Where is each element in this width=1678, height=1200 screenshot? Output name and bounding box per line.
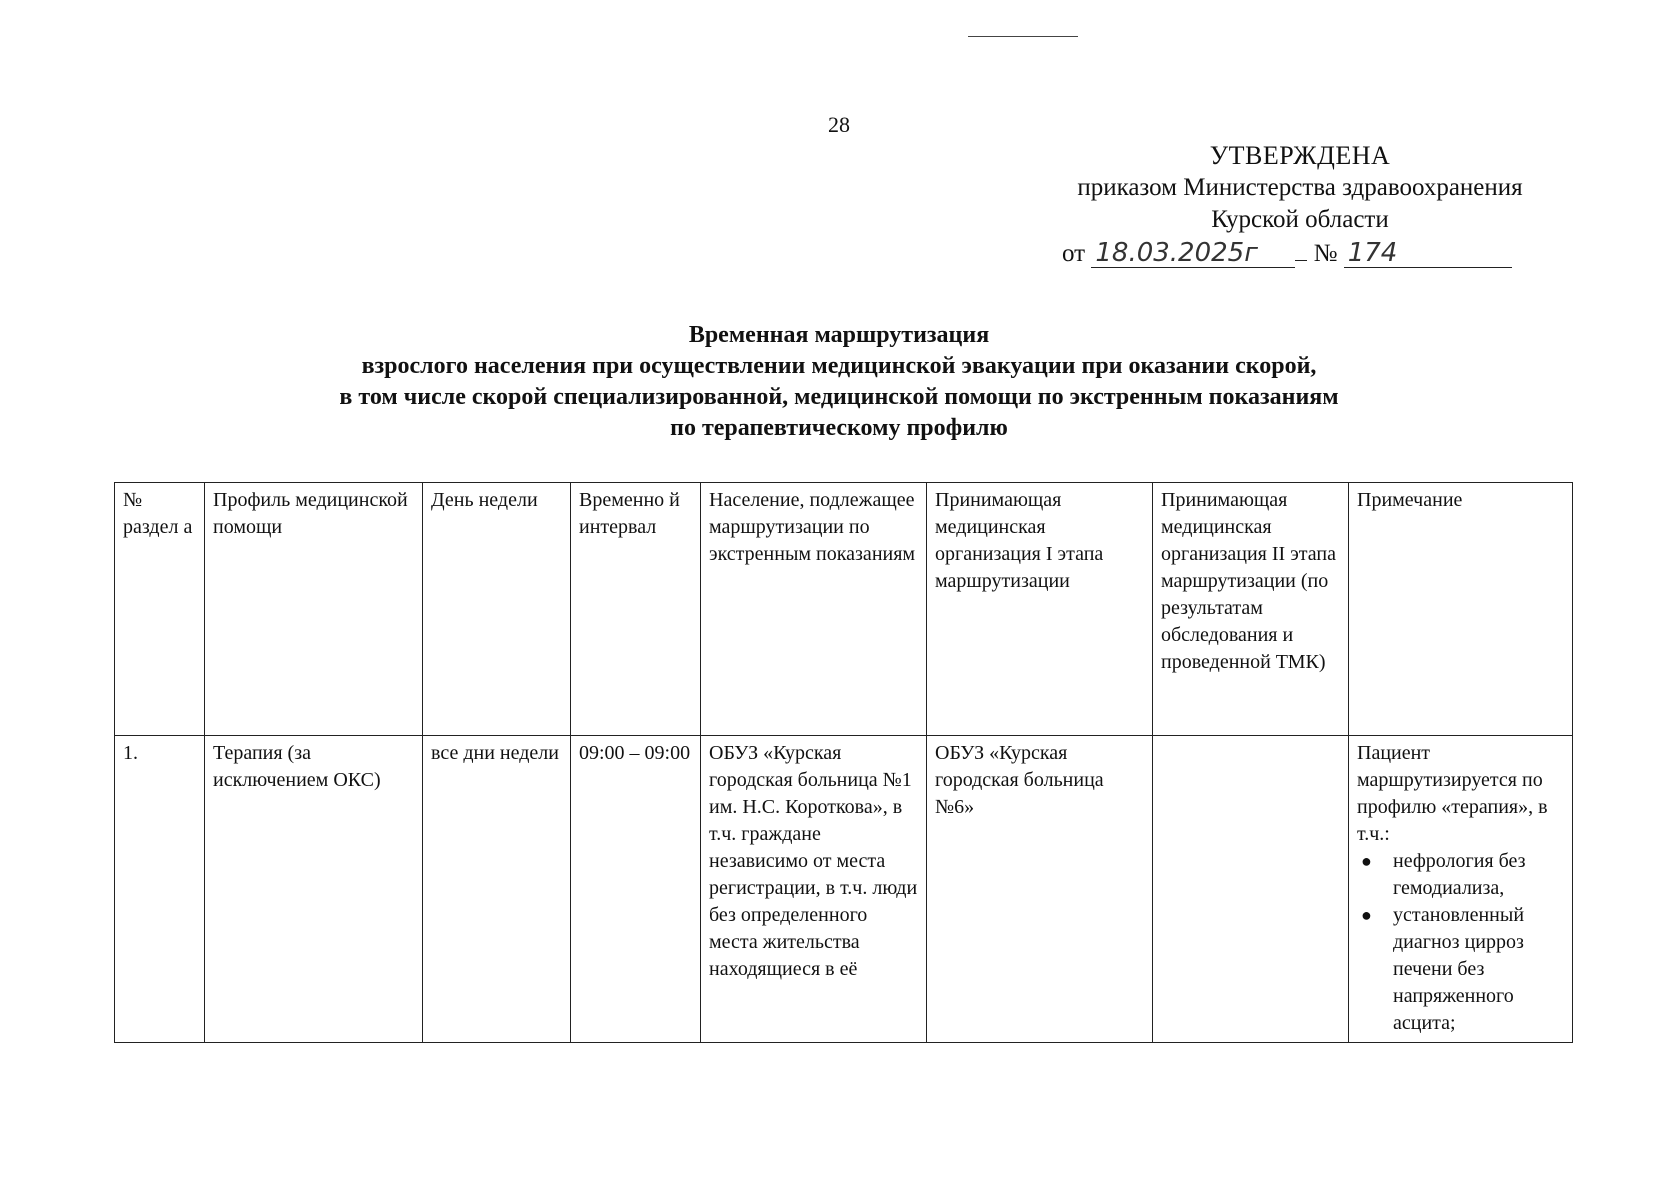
approval-block (1020, 140, 1580, 270)
approval-line-1: приказом Министерства здравоохранения (1077, 174, 1523, 201)
list-item (1357, 902, 1564, 1037)
page-number: 28 (828, 112, 850, 137)
header-cell-weekday: День недели (423, 483, 571, 736)
title-line-4: по терапевтическому профилю (670, 415, 1008, 441)
bullet-icon: ● (1361, 905, 1372, 925)
note-list (1357, 848, 1564, 1037)
cell-stage-1-org: ОБУЗ «Курская городская больница №6» (927, 736, 1153, 1043)
header-cell-stage-1-org: Принимающая медицинская организация I этапа маршрутизации (927, 483, 1153, 736)
document-title (0, 320, 1678, 444)
title-line-1: Временная маршрутизация (688, 322, 990, 348)
order-line (1020, 238, 1580, 270)
header-cell-note: Примечание (1349, 483, 1573, 736)
approval-line-2: Курской области (1211, 206, 1389, 233)
header-cell-stage-2-org: Принимающая медицинская организация II этапа маршрутизации (по результатам обследования и проведенной ТМК) (1153, 483, 1349, 736)
note-item-text: установленный диагноз цирроз печени без напряженного асцита; (1393, 904, 1525, 1034)
table-row (115, 736, 1573, 1043)
number-prefix: № (1313, 240, 1338, 267)
table-header-row (115, 483, 1573, 736)
header-cell-time-interval: Временно й интервал (571, 483, 701, 736)
list-item (1357, 848, 1564, 902)
approval-stamp: УТВЕРЖДЕНА (1209, 141, 1391, 170)
cell-time-interval: 09:00 – 09:00 (571, 736, 701, 1043)
cell-weekday: все дни недели (423, 736, 571, 1043)
order-underline-gap (1295, 260, 1307, 261)
cell-note (1349, 736, 1573, 1043)
header-cell-profile: Профиль медицинской помощи (205, 483, 423, 736)
routing-table (114, 482, 1573, 1043)
note-item-text: нефрология без гемодиализа, (1393, 850, 1526, 899)
cell-population: ОБУЗ «Курская городская больница №1 им. Н.С. Короткова», в т.ч. граждане независимо от места регистрации, в т.ч. люди без определенного места жительства находящиеся в её (701, 736, 927, 1043)
cell-stage-2-org (1153, 736, 1349, 1043)
title-line-3: в том числе скорой специализированной, медицинской помощи по экстренным показаниям (339, 384, 1339, 410)
bullet-icon: ● (1361, 851, 1372, 871)
title-line-2: взрослого населения при осуществлении медицинской эвакуации при оказании скорой, (361, 353, 1317, 379)
header-cell-section-number: № раздел а (115, 483, 205, 736)
handwritten-date: 18.03.2025г (1091, 239, 1295, 268)
cell-profile: Терапия (за исключением ОКС) (205, 736, 423, 1043)
cell-section-number: 1. (115, 736, 205, 1043)
date-prefix: от (1062, 240, 1086, 267)
note-intro: Пациент маршрутизируется по профилю «терапия», в т.ч.: (1357, 742, 1548, 845)
header-cell-population: Население, подлежащее маршрутизации по экстренным показаниям (701, 483, 927, 736)
top-scan-line (968, 36, 1078, 37)
handwritten-number: 174 (1344, 239, 1512, 268)
